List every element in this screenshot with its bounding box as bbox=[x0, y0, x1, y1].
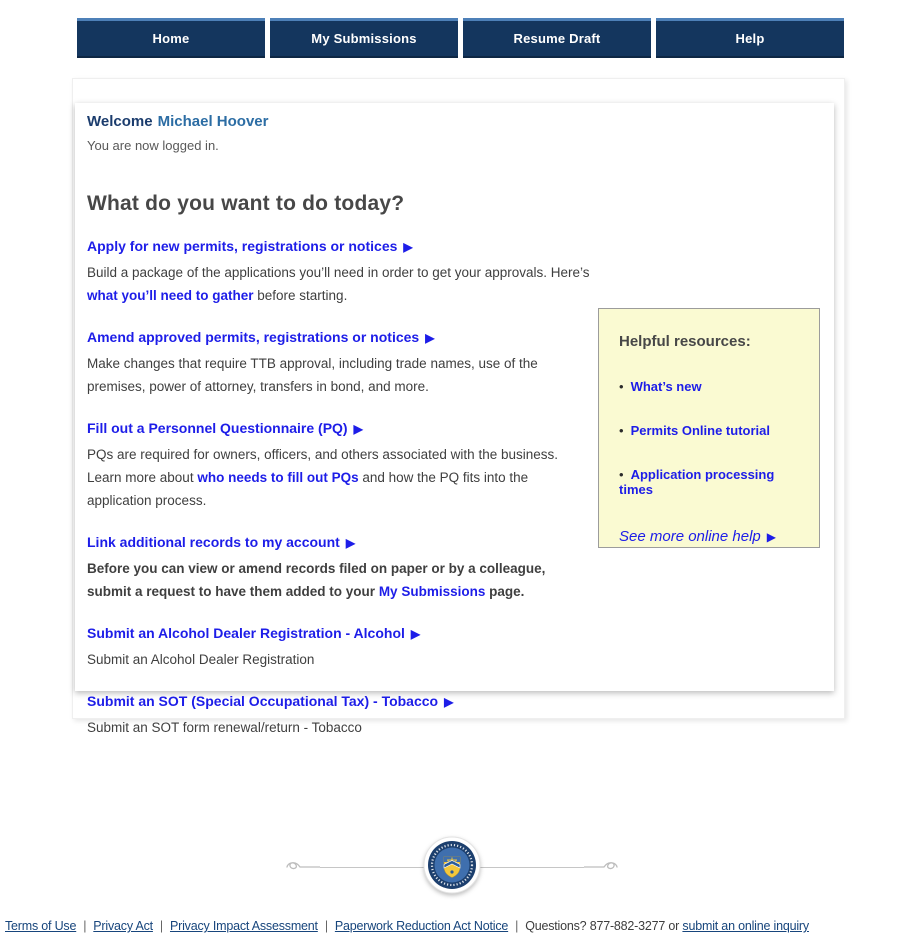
questions-phone-text: Questions? 877-882-3277 or bbox=[525, 919, 680, 933]
description-text: PQs are required for owners, officers, and others associated with the business. Learn more about bbox=[87, 447, 558, 485]
link-label: Apply for new permits, registrations or notices bbox=[87, 238, 398, 254]
actions-column bbox=[87, 238, 592, 739]
arrow-right-icon: ▶ bbox=[444, 695, 454, 709]
see-more-help-link[interactable] bbox=[619, 528, 805, 545]
description-text: Before you can view or amend records filed on paper or by a colleague, submit a request to have them added to your bbox=[87, 561, 546, 599]
separator: | bbox=[515, 919, 519, 933]
apply-new-permits-link[interactable] bbox=[87, 238, 413, 254]
top-navigation bbox=[77, 18, 844, 58]
arrow-right-icon: ▶ bbox=[425, 331, 435, 345]
link-label: Submit an SOT (Special Occupational Tax) - Tobacco bbox=[87, 693, 439, 709]
what-to-gather-link[interactable]: what you’ll need to gather bbox=[87, 288, 254, 303]
ttb-seal-icon bbox=[423, 836, 481, 894]
bullet-icon: • bbox=[619, 467, 624, 482]
link-label: Fill out a Personnel Questionnaire (PQ) bbox=[87, 420, 348, 436]
terms-of-use-link[interactable]: Terms of Use bbox=[5, 919, 77, 933]
link-label: Submit an Alcohol Dealer Registration - Alcohol bbox=[87, 625, 405, 641]
description-text: Submit an Alcohol Dealer Registration bbox=[87, 652, 315, 667]
decoration-row bbox=[286, 836, 618, 899]
arrow-right-icon: ▶ bbox=[353, 422, 363, 436]
amend-permits-link[interactable] bbox=[87, 329, 434, 345]
section-description bbox=[87, 352, 592, 398]
description-text: and how the PQ fits into the application process. bbox=[87, 470, 529, 508]
welcome-label: Welcome bbox=[87, 113, 153, 130]
bullet-icon: • bbox=[619, 379, 624, 394]
section-amend bbox=[87, 329, 592, 398]
link-label: Amend approved permits, registrations or notices bbox=[87, 329, 420, 345]
section-alcohol-dealer bbox=[87, 625, 592, 671]
resource-list-item bbox=[619, 467, 805, 497]
section-description bbox=[87, 261, 592, 307]
separator: | bbox=[324, 919, 328, 933]
alcohol-dealer-registration-link[interactable] bbox=[87, 625, 420, 641]
description-text: Make changes that require TTB approval, including trade names, use of the premises, power of attorney, transfers in bond, and more. bbox=[87, 356, 538, 394]
flourish-left-icon bbox=[286, 858, 320, 876]
divider-line bbox=[480, 867, 584, 868]
online-inquiry-link[interactable]: submit an online inquiry bbox=[682, 919, 809, 933]
arrow-right-icon: ▶ bbox=[403, 240, 413, 254]
permits-online-tutorial-link[interactable]: Permits Online tutorial bbox=[630, 423, 770, 438]
whats-new-link[interactable]: What’s new bbox=[630, 379, 702, 394]
section-description bbox=[87, 443, 592, 512]
content-panel bbox=[75, 103, 834, 735]
description-text: page. bbox=[485, 584, 525, 599]
link-records-link[interactable] bbox=[87, 534, 355, 550]
separator: | bbox=[83, 919, 87, 933]
nav-tab-my-submissions[interactable]: My Submissions bbox=[270, 18, 458, 58]
section-description bbox=[87, 648, 592, 671]
flourish-right-icon bbox=[584, 858, 618, 876]
resource-list-item bbox=[619, 379, 805, 394]
section-description bbox=[87, 716, 592, 739]
application-processing-times-link[interactable]: Application processing times bbox=[619, 467, 775, 497]
arrow-right-icon: ▶ bbox=[345, 536, 356, 550]
user-name: Michael Hoover bbox=[157, 113, 269, 130]
login-status-text: You are now logged in. bbox=[87, 138, 219, 153]
divider-line bbox=[320, 867, 424, 868]
resources-heading: Helpful resources: bbox=[619, 333, 751, 350]
section-description bbox=[87, 557, 592, 603]
arrow-right-icon: ▶ bbox=[410, 627, 421, 641]
separator: | bbox=[159, 919, 163, 933]
description-text: Build a package of the applications you’ll need in order to get your approvals. Here’s bbox=[87, 265, 590, 280]
who-fills-pqs-link[interactable]: who needs to fill out PQs bbox=[197, 470, 359, 485]
helpful-resources-box bbox=[598, 308, 820, 548]
privacy-impact-assessment-link[interactable]: Privacy Impact Assessment bbox=[169, 919, 318, 933]
section-apply-new bbox=[87, 238, 592, 307]
nav-tab-help[interactable]: Help bbox=[656, 18, 844, 58]
resource-list-item bbox=[619, 423, 805, 438]
my-submissions-inline-link[interactable]: My Submissions bbox=[378, 584, 486, 599]
welcome-heading bbox=[87, 113, 834, 130]
link-label: Link additional records to my account bbox=[87, 534, 340, 550]
sot-tobacco-link[interactable] bbox=[87, 693, 453, 709]
description-text: before starting. bbox=[253, 288, 348, 303]
nav-tab-home[interactable]: Home bbox=[77, 18, 265, 58]
page-container bbox=[72, 78, 845, 735]
bullet-icon: • bbox=[619, 423, 624, 438]
personnel-questionnaire-link[interactable] bbox=[87, 420, 363, 436]
footer-links-bar bbox=[5, 919, 900, 933]
section-link-records bbox=[87, 534, 592, 603]
arrow-right-icon: ▶ bbox=[766, 530, 776, 544]
link-label: See more online help bbox=[619, 528, 761, 545]
ttb-seal bbox=[423, 836, 481, 899]
nav-tab-resume-draft[interactable]: Resume Draft bbox=[463, 18, 651, 58]
page-title: What do you want to do today? bbox=[87, 192, 405, 215]
section-sot bbox=[87, 693, 592, 739]
privacy-act-link[interactable]: Privacy Act bbox=[93, 919, 153, 933]
description-text: Submit an SOT form renewal/return - Tobacco bbox=[87, 720, 362, 735]
footer-decoration bbox=[0, 836, 903, 898]
paperwork-reduction-act-link[interactable]: Paperwork Reduction Act Notice bbox=[334, 919, 509, 933]
section-pq bbox=[87, 420, 592, 512]
